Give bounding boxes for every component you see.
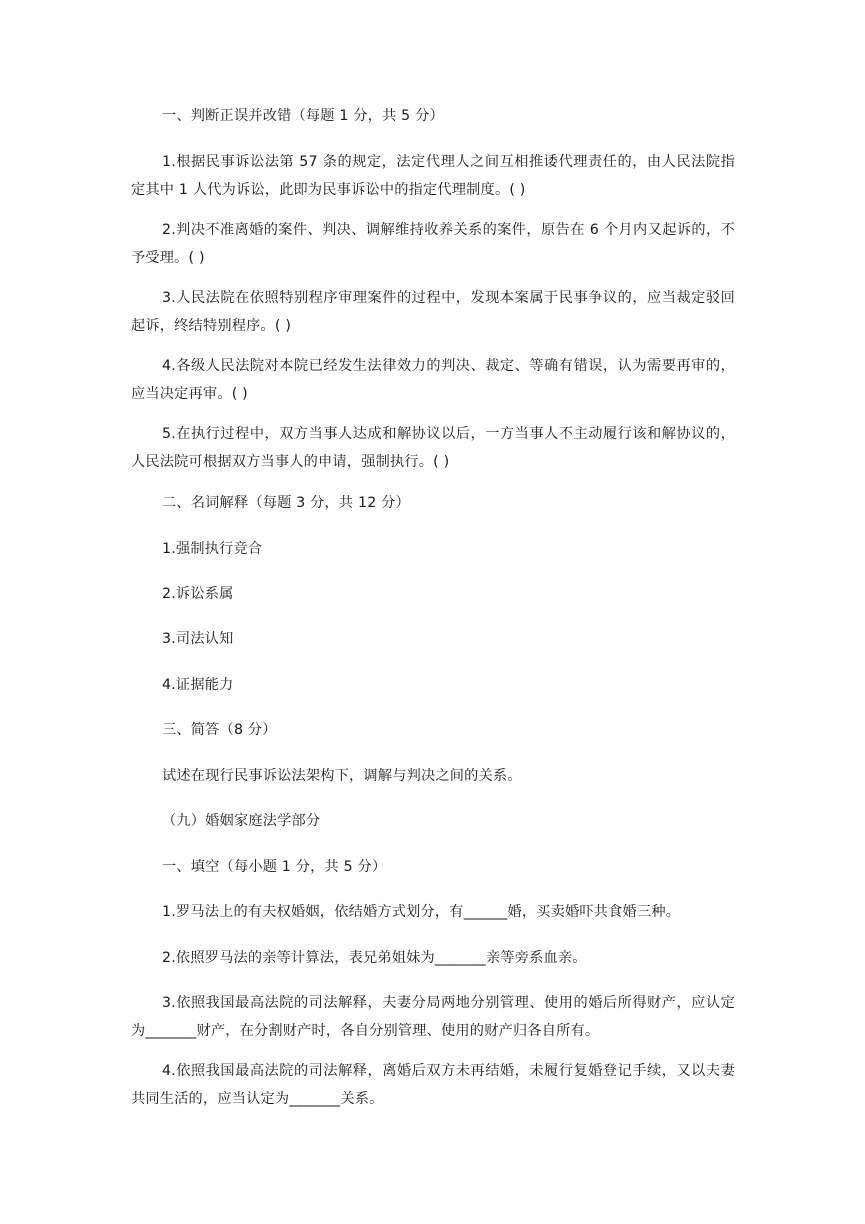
- question-item: 试述在现行民事诉讼法架构下，调解与判决之间的关系。: [162, 768, 522, 784]
- question-item: 1.强制执行竞合: [162, 541, 263, 557]
- question-item: 4.各级人民法院对本院已经发生法律效力的判决、裁定、等确有错误，认为需要再审的，应当决定再审。( ): [131, 358, 735, 402]
- section-heading: 三、简答（8 分）: [162, 722, 277, 738]
- question-item: 4.证据能力: [162, 677, 234, 693]
- section-heading: 一、判断正误并改错（每题 1 分，共 5 分）: [162, 108, 444, 124]
- question-item: 3.依照我国最高法院的司法解释，夫妻分局两地分别管理、使用的婚后所得财产，应认定为_______财产，在分割财产时，各自分别管理、使用的财产归各自所有。: [131, 995, 735, 1039]
- question-item: 3.司法认知: [162, 631, 234, 647]
- section-heading: 一、填空（每小题 1 分，共 5 分）: [162, 859, 387, 875]
- question-item: 1.罗马法上的有夫权婚姻，依结婚方式划分，有______婚，买卖婚吓共食婚三种。: [162, 904, 681, 920]
- question-item: 1.根据民事诉讼法第 57 条的规定，法定代理人之间互相推诿代理责任的，由人民法院指定其中 1 人代为诉讼，此即为民事诉讼中的指定代理制度。( ): [131, 154, 735, 198]
- part-heading: （九）婚姻家庭法学部分: [162, 813, 321, 829]
- question-item: 5.在执行过程中，双方当事人达成和解协议以后，一方当事人不主动履行该和解协议的，人民法院可根据双方当事人的申请，强制执行。( ): [131, 426, 735, 470]
- question-item: 2.依照罗马法的亲等计算法，表兄弟姐妹为_______亲等旁系血亲。: [162, 950, 587, 966]
- question-item: 2.判决不准离婚的案件、判决、调解维持收养关系的案件，原告在 6 个月内又起诉的，不予受理。( ): [131, 222, 735, 266]
- question-item: 4.依照我国最高法院的司法解释，离婚后双方未再结婚，未履行复婚登记手续，又以夫妻共同生活的，应当认定为_______关系。: [131, 1063, 735, 1107]
- question-item: 2.诉讼系属: [162, 586, 234, 602]
- question-item: 3.人民法院在依照特别程序审理案件的过程中，发现本案属于民事争议的，应当裁定驳回起诉，终结特别程序。( ): [131, 290, 735, 334]
- section-heading: 二、名词解释（每题 3 分，共 12 分）: [162, 495, 410, 511]
